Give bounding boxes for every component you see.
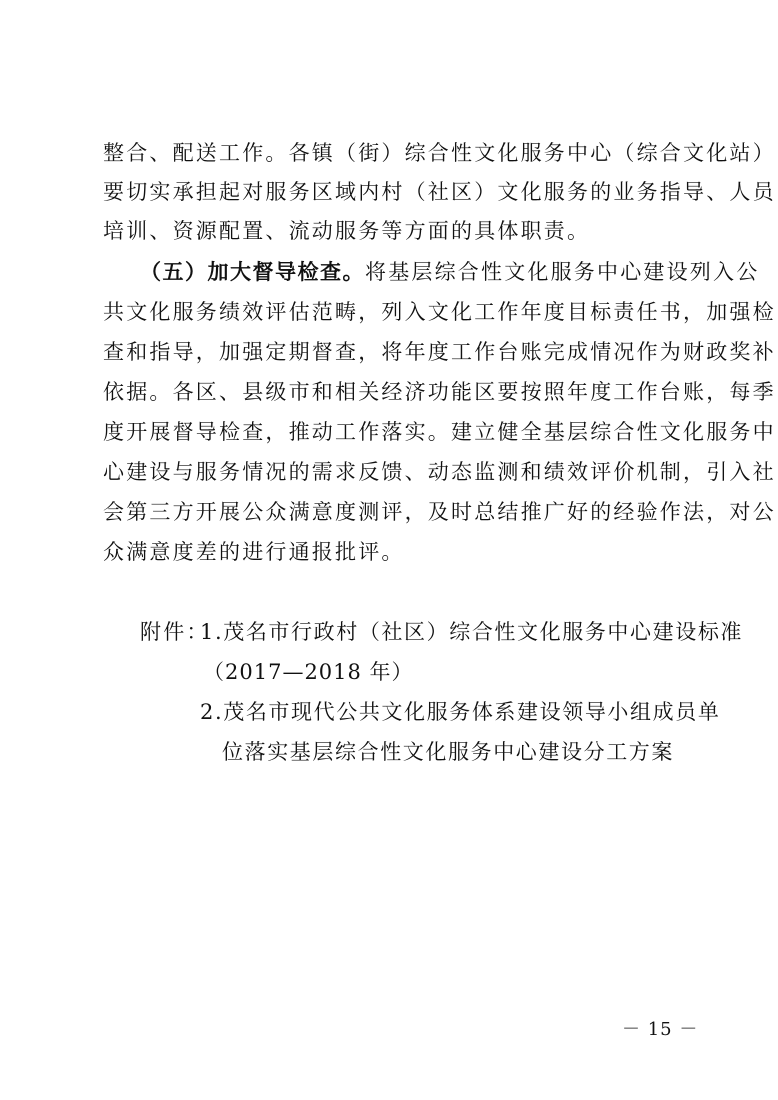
- attachment-item-2-line-1: 2.茂名市现代公共文化服务体系建设领导小组成员单: [200, 700, 721, 724]
- paragraph1-line-2: 要切实承担起对服务区域内村（社区）文化服务的业务指导、人员: [103, 180, 776, 204]
- page-number: － 15 －: [622, 1019, 699, 1040]
- paragraph1-line-1: 整合、配送工作。各镇（街）综合性文化服务中心（综合文化站）: [103, 141, 776, 165]
- section-heading: （五）加大督导检查。: [140, 260, 365, 284]
- attachment-label: 附件：: [140, 620, 210, 644]
- attachment-item-2-line-2: 位落实基层综合性文化服务中心建设分工方案: [222, 740, 674, 764]
- paragraph2-line-1-text: 将基层综合性文化服务中心建设列入公: [365, 260, 760, 284]
- paragraph2-line-4: 依据。各区、县级市和相关经济功能区要按照年度工作台账，每季: [103, 380, 776, 404]
- paragraph2-line-1: [140, 257, 759, 287]
- paragraph2-line-7: 会第三方开展公众满意度测评，及时总结推广好的经验作法，对公: [103, 500, 776, 524]
- paragraph2-line-2: 共文化服务绩效评估范畴，列入文化工作年度目标责任书，加强检: [103, 300, 776, 324]
- paragraph2-line-5: 度开展督导检查，推动工作落实。建立健全基层综合性文化服务中: [103, 420, 776, 444]
- paragraph2-line-8: 众满意度差的进行通报批评。: [103, 540, 405, 564]
- paragraph2-line-3: 查和指导，加强定期督查，将年度工作台账完成情况作为财政奖补: [103, 340, 776, 364]
- paragraph1-line-3: 培训、资源配置、流动服务等方面的具体职责。: [103, 219, 591, 243]
- paragraph2-line-6: 心建设与服务情况的需求反馈、动态监测和绩效评价机制，引入社: [103, 460, 776, 484]
- attachment-item-1-line-2: （2017—2018 年）: [203, 660, 414, 684]
- attachment-item-1-line-1: 1.茂名市行政村（社区）综合性文化服务中心建设标准: [200, 620, 744, 644]
